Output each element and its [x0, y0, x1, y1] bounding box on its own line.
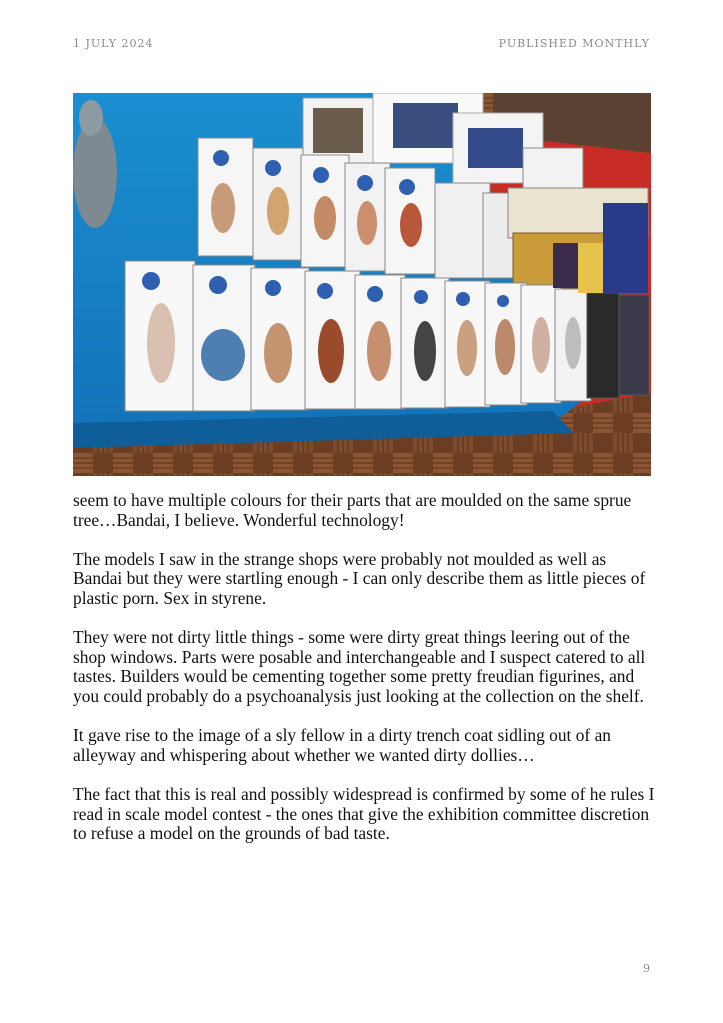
paragraph-3: They were not dirty little things - some were dirty great things leering out of the shop windows. Parts were posable and interchangeable and I suspect catered to all tastes. Builders would be cementing together some pretty freudian figurines, and you could probably do a psychoanalysis just looking at the collection on the shelf.: [73, 627, 646, 706]
photo-illustration: [73, 93, 651, 476]
paragraph-2: The models I saw in the strange shops were probably not moulded as well as Bandai but they were startling enough - I can only describe them as little pieces of plastic porn. Sex in styrene.: [73, 548, 646, 608]
paragraph-5: The fact that this is real and possibly widespread is confirmed by some of he rules I read in scale model contest - the ones that give the exhibition committee discretion to refuse a model on the grounds of bad taste.: [73, 783, 655, 844]
page-number: 9: [643, 962, 650, 975]
issue-date: 1 JULY 2024: [73, 37, 154, 50]
publication-frequency: PUBLISHED MONTHLY: [498, 37, 650, 50]
figure-boxes-photo: [73, 93, 651, 476]
paragraph-1: seem to have multiple colours for their parts that are moulded on the same sprue tree…Bandai, I believe. Wonderful technology!: [73, 490, 632, 530]
paragraph-4: It gave rise to the image of a sly fellow in a dirty trench coat sidling out of an alleyway and whispering about whether we wanted dirty dollies…: [73, 725, 611, 765]
article-body: [73, 491, 658, 863]
